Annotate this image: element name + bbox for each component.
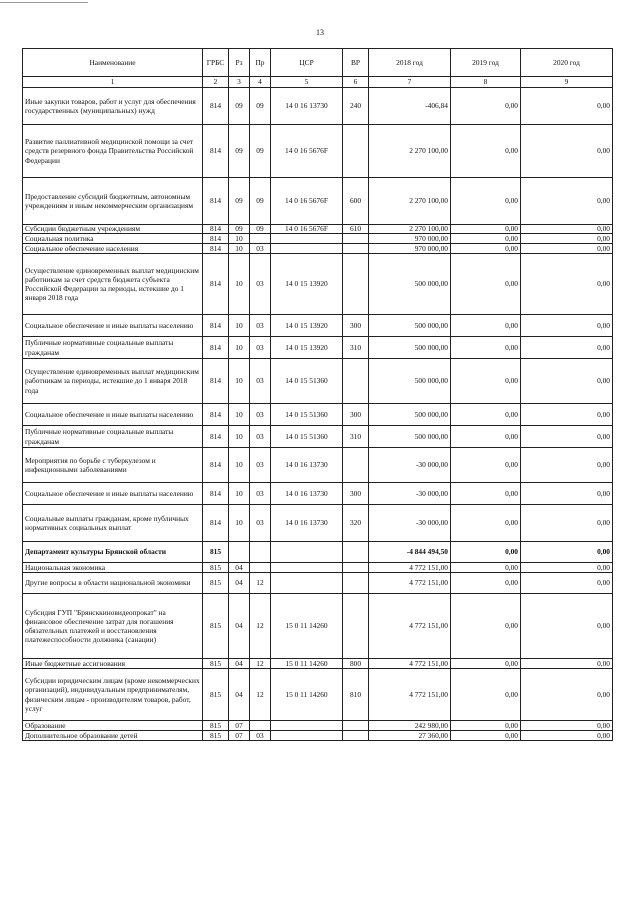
row-2018: 500 000,00 [369,315,451,337]
row-vr [343,721,369,731]
row-2020: 0,00 [521,573,613,594]
row-pr: 03 [250,254,271,315]
row-2019: 0,00 [451,359,521,404]
row-grbs: 814 [203,254,229,315]
row-2018: 4 772 151,00 [369,573,451,594]
row-2019: 0,00 [451,594,521,659]
col-number: 4 [250,77,271,88]
row-name: Департамент культуры Брянской области [23,542,203,563]
row-grbs: 815 [203,563,229,573]
row-2020: 0,00 [521,225,613,234]
table-body [23,88,613,741]
row-vr [343,254,369,315]
row-grbs: 814 [203,448,229,483]
row-rz: 10 [229,244,250,254]
row-pr: 03 [250,359,271,404]
row-rz: 10 [229,337,250,359]
table-row [23,594,613,659]
table-row [23,669,613,721]
row-vr [343,594,369,659]
row-csr: 14 0 16 13730 [271,88,343,125]
row-pr [250,721,271,731]
row-2020: 0,00 [521,244,613,254]
row-rz: 10 [229,426,250,448]
row-csr: 14 0 16 13730 [271,483,343,505]
row-vr: 800 [343,659,369,669]
row-2018: 500 000,00 [369,426,451,448]
table-row [23,573,613,594]
row-2020: 0,00 [521,426,613,448]
row-2018: -30 000,00 [369,505,451,542]
row-csr: 15 0 11 14260 [271,659,343,669]
row-pr [250,542,271,563]
row-grbs: 814 [203,426,229,448]
row-2019: 0,00 [451,88,521,125]
row-grbs: 814 [203,505,229,542]
col-number: 1 [23,77,203,88]
row-name: Социальные выплаты гражданам, кроме публичных нормативных социальных выплат [23,505,203,542]
row-vr [343,731,369,741]
row-pr: 03 [250,505,271,542]
row-grbs: 814 [203,88,229,125]
row-2020: 0,00 [521,483,613,505]
row-pr: 09 [250,178,271,225]
row-2020: 0,00 [521,594,613,659]
row-2019: 0,00 [451,669,521,721]
row-2018: 2 270 100,00 [369,225,451,234]
row-csr [271,731,343,741]
row-pr [250,234,271,244]
row-grbs: 814 [203,359,229,404]
row-pr: 03 [250,404,271,426]
row-rz: 09 [229,88,250,125]
row-pr: 12 [250,594,271,659]
row-2020: 0,00 [521,731,613,741]
row-2020: 0,00 [521,404,613,426]
col-header-2020: 2020 год [521,49,613,77]
row-vr: 240 [343,88,369,125]
row-grbs: 814 [203,234,229,244]
table-row [23,225,613,234]
col-header-pr: Пр [250,49,271,77]
table-row [23,483,613,505]
row-name: Национальная экономика [23,563,203,573]
row-pr [250,563,271,573]
row-vr [343,448,369,483]
row-vr: 610 [343,225,369,234]
row-name: Предоставление субсидий бюджетным, автономным учреждениям и иным некоммерческим организациям [23,178,203,225]
row-2019: 0,00 [451,448,521,483]
col-number: 9 [521,77,613,88]
row-pr: 03 [250,244,271,254]
row-2019: 0,00 [451,337,521,359]
row-2020: 0,00 [521,542,613,563]
row-vr: 310 [343,337,369,359]
row-name: Социальное обеспечение населения [23,244,203,254]
row-2018: 4 772 151,00 [369,669,451,721]
row-rz: 04 [229,669,250,721]
row-2019: 0,00 [451,125,521,178]
col-number: 8 [451,77,521,88]
row-vr [343,573,369,594]
row-grbs: 815 [203,542,229,563]
row-rz: 10 [229,483,250,505]
column-number-row [23,77,613,88]
col-header-rz: Рз [229,49,250,77]
row-csr: 14 0 15 13920 [271,254,343,315]
row-grbs: 815 [203,573,229,594]
row-vr: 300 [343,315,369,337]
row-2020: 0,00 [521,254,613,315]
row-2018: 242 980,00 [369,721,451,731]
row-rz: 10 [229,404,250,426]
table-row [23,178,613,225]
row-vr: 310 [343,426,369,448]
row-rz: 10 [229,234,250,244]
table-row [23,659,613,669]
row-csr: 14 0 16 13730 [271,448,343,483]
table-row [23,254,613,315]
row-rz: 07 [229,731,250,741]
row-pr: 12 [250,659,271,669]
row-csr: 14 0 15 13920 [271,337,343,359]
row-2018: 4 772 151,00 [369,563,451,573]
col-number: 2 [203,77,229,88]
col-header-vr: ВР [343,49,369,77]
row-2019: 0,00 [451,563,521,573]
row-2018: -406,84 [369,88,451,125]
table-row [23,404,613,426]
row-2020: 0,00 [521,125,613,178]
row-2020: 0,00 [521,448,613,483]
row-2019: 0,00 [451,178,521,225]
row-name: Социальное обеспечение и иные выплаты населению [23,315,203,337]
row-rz: 10 [229,505,250,542]
row-2018: 27 360,00 [369,731,451,741]
row-rz [229,542,250,563]
row-vr: 300 [343,483,369,505]
row-2018: -30 000,00 [369,483,451,505]
table-row [23,244,613,254]
row-name: Субсидия ГУП "Брянсккиновидеопрокат" на финансовое обеспечение затрат для погашения обязательных платежей и восстановления платежеспособности должника (санации) [23,594,203,659]
row-grbs: 815 [203,731,229,741]
row-csr [271,721,343,731]
row-vr: 810 [343,669,369,721]
table-row [23,731,613,741]
row-csr [271,244,343,254]
row-name: Осуществление единовременных выплат медицинским работникам за периоды, истекшие до 1 января 2018 года [23,359,203,404]
table-row [23,315,613,337]
row-pr: 03 [250,448,271,483]
row-csr: 14 0 16 13730 [271,505,343,542]
row-2019: 0,00 [451,505,521,542]
row-rz: 09 [229,125,250,178]
row-rz: 04 [229,573,250,594]
table-row [23,234,613,244]
row-csr: 14 0 15 13920 [271,315,343,337]
col-number: 3 [229,77,250,88]
row-csr [271,563,343,573]
row-2019: 0,00 [451,225,521,234]
row-rz: 04 [229,563,250,573]
row-grbs: 815 [203,594,229,659]
row-csr: 15 0 11 14260 [271,594,343,659]
row-2019: 0,00 [451,731,521,741]
row-rz: 09 [229,225,250,234]
row-grbs: 814 [203,483,229,505]
table-row [23,721,613,731]
row-pr: 03 [250,426,271,448]
row-csr: 14 0 16 5676F [271,225,343,234]
table-row [23,337,613,359]
top-rule [0,2,88,3]
row-vr [343,244,369,254]
row-rz: 07 [229,721,250,731]
row-vr: 300 [343,404,369,426]
row-pr: 03 [250,483,271,505]
row-csr: 15 0 11 14260 [271,669,343,721]
table-row [23,563,613,573]
row-csr [271,573,343,594]
row-grbs: 815 [203,669,229,721]
row-rz: 10 [229,315,250,337]
row-vr [343,125,369,178]
row-2019: 0,00 [451,234,521,244]
row-2020: 0,00 [521,659,613,669]
row-vr: 320 [343,505,369,542]
row-csr: 14 0 15 51360 [271,359,343,404]
row-2020: 0,00 [521,563,613,573]
row-name: Развитие паллиативной медицинской помощи за счет средств резервного фонда Правительства Российской Федерации [23,125,203,178]
row-2018: 970 000,00 [369,234,451,244]
col-header-grbs: ГРБС [203,49,229,77]
row-2020: 0,00 [521,669,613,721]
row-grbs: 814 [203,244,229,254]
col-header-2019: 2019 год [451,49,521,77]
table-row [23,426,613,448]
page-number: 13 [316,28,324,37]
row-csr [271,542,343,563]
col-header-csr: ЦСР [271,49,343,77]
row-name: Образование [23,721,203,731]
row-pr: 03 [250,315,271,337]
row-2020: 0,00 [521,88,613,125]
row-pr: 12 [250,669,271,721]
row-vr [343,234,369,244]
row-name: Иные закупки товаров, работ и услуг для обеспечения государственных (муниципальных) нужд [23,88,203,125]
row-2018: 500 000,00 [369,337,451,359]
row-2018: 4 772 151,00 [369,594,451,659]
row-csr [271,234,343,244]
col-header-2018: 2018 год [369,49,451,77]
row-pr: 12 [250,573,271,594]
row-2018: 2 270 100,00 [369,178,451,225]
row-2019: 0,00 [451,404,521,426]
col-header-name: Наименование [23,49,203,77]
row-csr: 14 0 15 51360 [271,426,343,448]
row-name: Субсидии юридическим лицам (кроме некоммерческих организаций), индивидуальным предпринимателям, физическим лицам - производителям товаров, работ, услуг [23,669,203,721]
row-2018: -30 000,00 [369,448,451,483]
table-row [23,505,613,542]
row-vr [343,359,369,404]
row-grbs: 815 [203,721,229,731]
header-row [23,49,613,77]
row-rz: 10 [229,448,250,483]
row-csr: 14 0 15 51360 [271,404,343,426]
row-name: Социальная политика [23,234,203,244]
row-rz: 04 [229,594,250,659]
table-row [23,125,613,178]
col-number: 6 [343,77,369,88]
row-name: Иные бюджетные ассигнования [23,659,203,669]
row-2019: 0,00 [451,315,521,337]
row-2020: 0,00 [521,315,613,337]
row-name: Осуществление единовременных выплат медицинским работникам за счет средств бюджета субъекта Российской Федерации за периоды, истекшие до 1 января 2018 года [23,254,203,315]
row-grbs: 814 [203,337,229,359]
row-2020: 0,00 [521,721,613,731]
row-2018: 4 772 151,00 [369,659,451,669]
row-grbs: 814 [203,225,229,234]
row-2019: 0,00 [451,426,521,448]
row-2019: 0,00 [451,659,521,669]
table-row [23,359,613,404]
row-2018: 500 000,00 [369,404,451,426]
row-rz: 09 [229,178,250,225]
row-2018: 970 000,00 [369,244,451,254]
row-name: Социальное обеспечение и иные выплаты населению [23,404,203,426]
row-grbs: 815 [203,659,229,669]
row-name: Публичные нормативные социальные выплаты гражданам [23,337,203,359]
row-2019: 0,00 [451,244,521,254]
row-2018: -4 844 494,50 [369,542,451,563]
row-name: Публичные нормативные социальные выплаты гражданам [23,426,203,448]
row-rz: 10 [229,359,250,404]
col-number: 7 [369,77,451,88]
row-2018: 500 000,00 [369,254,451,315]
row-2020: 0,00 [521,359,613,404]
col-number: 5 [271,77,343,88]
row-vr: 600 [343,178,369,225]
table-row [23,88,613,125]
row-grbs: 814 [203,125,229,178]
row-name: Социальное обеспечение и иные выплаты населению [23,483,203,505]
row-rz: 10 [229,254,250,315]
row-vr [343,542,369,563]
row-csr: 14 0 16 5676F [271,125,343,178]
row-name: Субсидии бюджетным учреждениям [23,225,203,234]
row-name: Другие вопросы в области национальной экономики [23,573,203,594]
row-pr: 09 [250,225,271,234]
row-2018: 500 000,00 [369,359,451,404]
row-2019: 0,00 [451,573,521,594]
row-vr [343,563,369,573]
table-row [23,542,613,563]
row-rz: 04 [229,659,250,669]
row-pr: 09 [250,88,271,125]
row-2020: 0,00 [521,234,613,244]
row-name: Мероприятия по борьбе с туберкулезом и инфекционными заболеваниями [23,448,203,483]
budget-table [22,48,613,741]
row-2020: 0,00 [521,505,613,542]
row-2019: 0,00 [451,542,521,563]
row-csr: 14 0 16 5676F [271,178,343,225]
row-2019: 0,00 [451,254,521,315]
row-grbs: 814 [203,315,229,337]
row-pr: 09 [250,125,271,178]
row-pr: 03 [250,337,271,359]
row-grbs: 814 [203,178,229,225]
row-2020: 0,00 [521,337,613,359]
table-row [23,448,613,483]
row-2019: 0,00 [451,721,521,731]
row-name: Дополнительное образование детей [23,731,203,741]
row-pr: 03 [250,731,271,741]
row-2018: 2 270 100,00 [369,125,451,178]
row-2020: 0,00 [521,178,613,225]
row-2019: 0,00 [451,483,521,505]
row-grbs: 814 [203,404,229,426]
